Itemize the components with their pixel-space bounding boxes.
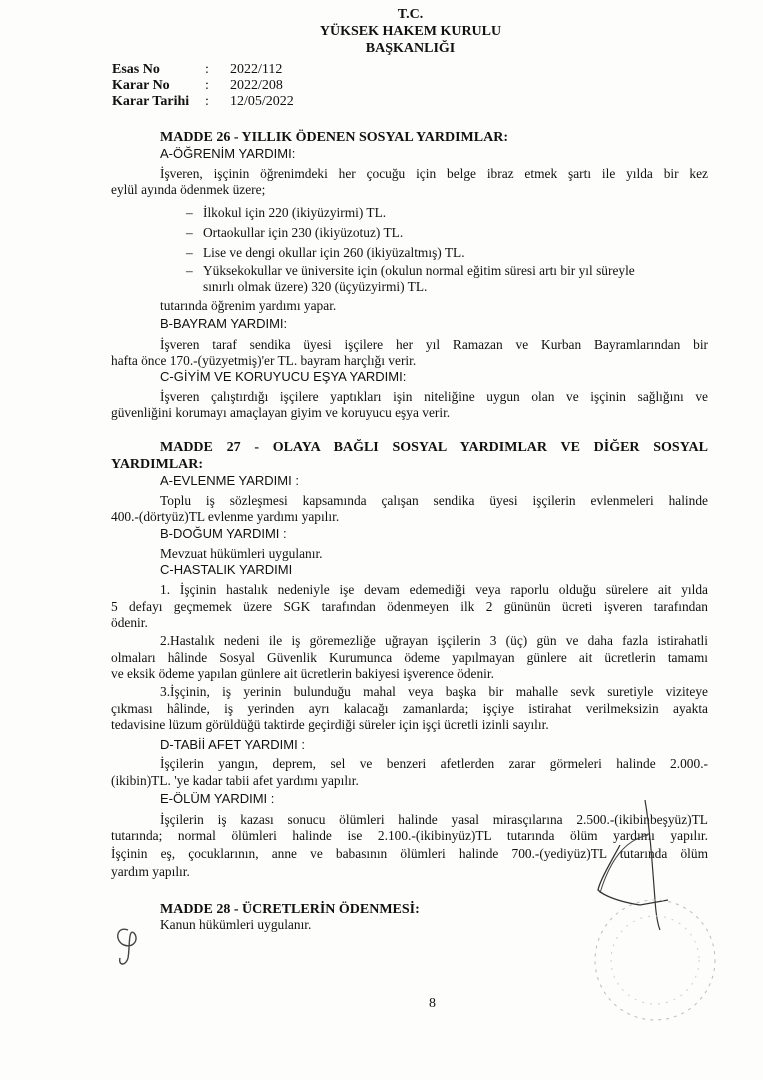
meta-label-esas: Esas No (112, 62, 160, 77)
article-27-e-heading: E-ÖLÜM YARDIMI : (160, 791, 275, 806)
meta-colon-2: : (205, 78, 209, 93)
article-27-a-heading: A-EVLENME YARDIMI : (160, 473, 299, 488)
article-26-b-text-2: hafta önce 170.-(yüzyetmiş)'er TL. bayram harçlığı verir. (111, 353, 417, 368)
article-28-title: MADDE 28 - ÜCRETLERİN ÖDENMESİ: (160, 902, 420, 917)
list-item-ilkokul: İlkokul için 220 (ikiyüzyirmi) TL. (203, 205, 387, 220)
article-27-b-heading: B-DOĞUM YARDIMI : (160, 526, 287, 541)
article-27-e-text-4: yardım yapılır. (111, 864, 190, 879)
article-27-a-text-2: 400.-(dörtyüz)TL evlenme yardımı yapılır. (111, 509, 340, 524)
article-27-d-text-1: İşçilerin yangın, deprem, sel ve benzeri afetlerden zarar görmeleri halinde 2.000.- (160, 756, 708, 771)
article-27-c-heading: C-HASTALIK YARDIMI (160, 562, 293, 577)
meta-value-esas: 2022/112 (230, 62, 283, 77)
list-item-universite: Yüksekokullar ve üniversite için (okulun normal eğitim süresi artı bir yıl süreyle (203, 263, 635, 278)
article-26-title: MADDE 26 - YILLIK ÖDENEN SOSYAL YARDIMLAR: (160, 130, 508, 145)
article-27-e-text-1: İşçilerin iş kazası sonucu ölümleri halinde yasal mirasçılarına 2.500.-(ikibinbeşyüz)TL (160, 812, 708, 827)
article-27-c3-line-2: çıkması hâlinde, iş yerinden ayrı kalacağı zamanlarda; işçiye istirahat verilmeksizin ayakta (111, 701, 708, 716)
article-27-e-text-2: tutarında; normal ölümleri halinde ise 2.100.-(ikibinyüz)TL tutarında ölüm yardımı yapılır. (111, 828, 708, 843)
article-27-title-2: YARDIMLAR: (111, 457, 204, 472)
list-item-lise: Lise ve dengi okullar için 260 (ikiyüzaltmış) TL. (203, 245, 465, 260)
meta-value-tarih: 12/05/2022 (230, 94, 294, 109)
header-tc: T.C. (397, 7, 424, 22)
list-dash: – (186, 205, 193, 220)
meta-value-karar: 2022/208 (230, 78, 283, 93)
list-dash: – (186, 245, 193, 260)
list-item-universite-cont: sınırlı olmak üzere) 320 (üçyüzyirmi) TL. (203, 279, 428, 294)
article-27-c3-line-3: tedavisine lüzum görüldüğü taktirde geçirdiği süreler için işçi ücretli izinli sayılır. (111, 717, 549, 732)
meta-label-karar: Karar No (112, 78, 170, 93)
list-dash: – (186, 225, 193, 240)
article-27-c1-line-2: 5 defayı geçmemek üzere SGK tarafından ödenmeyen ilk 2 gününün ücreti işveren tarafından (111, 599, 708, 614)
article-27-e-text-3: İşçinin eş, çocuklarının, anne ve babasının ölümleri halinde 700.-(yediyüz)TL tutarında ölüm (111, 846, 708, 861)
article-27-d-heading: D-TABİİ AFET YARDIMI : (160, 737, 305, 752)
article-26-c-text-1: İşveren çalıştırdığı işçilere yaptıkları işin niteliğine uygun olan ve işçinin sağlığını ve (160, 389, 708, 404)
article-26-c-heading: C-GİYİM VE KORUYUCU EŞYA YARDIMI: (160, 369, 407, 384)
article-27-c3-line-1: 3.İşçinin, iş yerinin bulunduğu mahal veya başka bir mahalle sevk suretiyle viziteye (160, 684, 708, 699)
page-number: 8 (429, 996, 436, 1011)
article-26-b-text-1: İşveren taraf sendika üyesi işçilere her yıl Ramazan ve Kurban Bayramlarından bir (160, 337, 708, 352)
article-26-a-text-2: eylül ayında ödenmek üzere; (111, 182, 266, 197)
list-item-ortaokul: Ortaokullar için 230 (ikiyüzotuz) TL. (203, 225, 404, 240)
article-28-text: Kanun hükümleri uygulanır. (160, 917, 312, 932)
article-27-a-text-1: Toplu iş sözleşmesi kapsamında çalışan sendika üyesi işçilerin evlenmeleri halinde (160, 493, 708, 508)
article-26-c-text-2: güvenliğini korumayı amaçlayan giyim ve koruyucu eşya verir. (111, 405, 451, 420)
article-27-c2-line-1: 2.Hastalık nedeni ile iş göremezliğe uğrayan işçilerin 3 (üç) gün ve daha fazla istirahatli (160, 633, 708, 648)
article-26-a-text-1: İşveren, işçinin öğrenimdeki her çocuğu için belge ibraz etmek şartı ile yılda bir kez (160, 166, 708, 181)
article-26-a-heading: A-ÖĞRENİM YARDIMI: (160, 146, 296, 161)
meta-label-tarih: Karar Tarihi (112, 94, 190, 109)
header-presidency: BAŞKANLIĞI (365, 41, 456, 56)
article-27-c1-line-3: ödenir. (111, 615, 148, 630)
article-27-c2-line-2: olmaları hâlinde Sosyal Güvenlik Kurumunca ödeme yapılmayan günlere ait ücretlerin tamamı (111, 650, 708, 665)
article-26-b-heading: B-BAYRAM YARDIMI: (160, 316, 288, 331)
article-27-c2-line-3: ve eksik ödeme yapılan günlere ait ücretlerin bakiyesi işverence ödenir. (111, 666, 494, 681)
article-27-b-text: Mevzuat hükümleri uygulanır. (160, 546, 323, 561)
article-27-title-1: MADDE 27 - OLAYA BAĞLI SOSYAL YARDIMLAR VE DİĞER SOSYAL (160, 440, 708, 455)
article-27-d-text-2: (ikibin)TL. 'ye kadar tabii afet yardımı yapılır. (111, 773, 359, 788)
article-27-c1-line-1: 1. İşçinin hastalık nedeniyle işe devam edemediği veya raporlu olduğu sürelere ait yılda (160, 582, 708, 597)
meta-colon-3: : (205, 94, 209, 109)
meta-colon-1: : (205, 62, 209, 77)
header-institution: YÜKSEK HAKEM KURULU (319, 24, 502, 39)
article-26-a-text-3: tutarında öğrenim yardımı yapar. (160, 298, 337, 313)
list-dash: – (186, 263, 193, 278)
